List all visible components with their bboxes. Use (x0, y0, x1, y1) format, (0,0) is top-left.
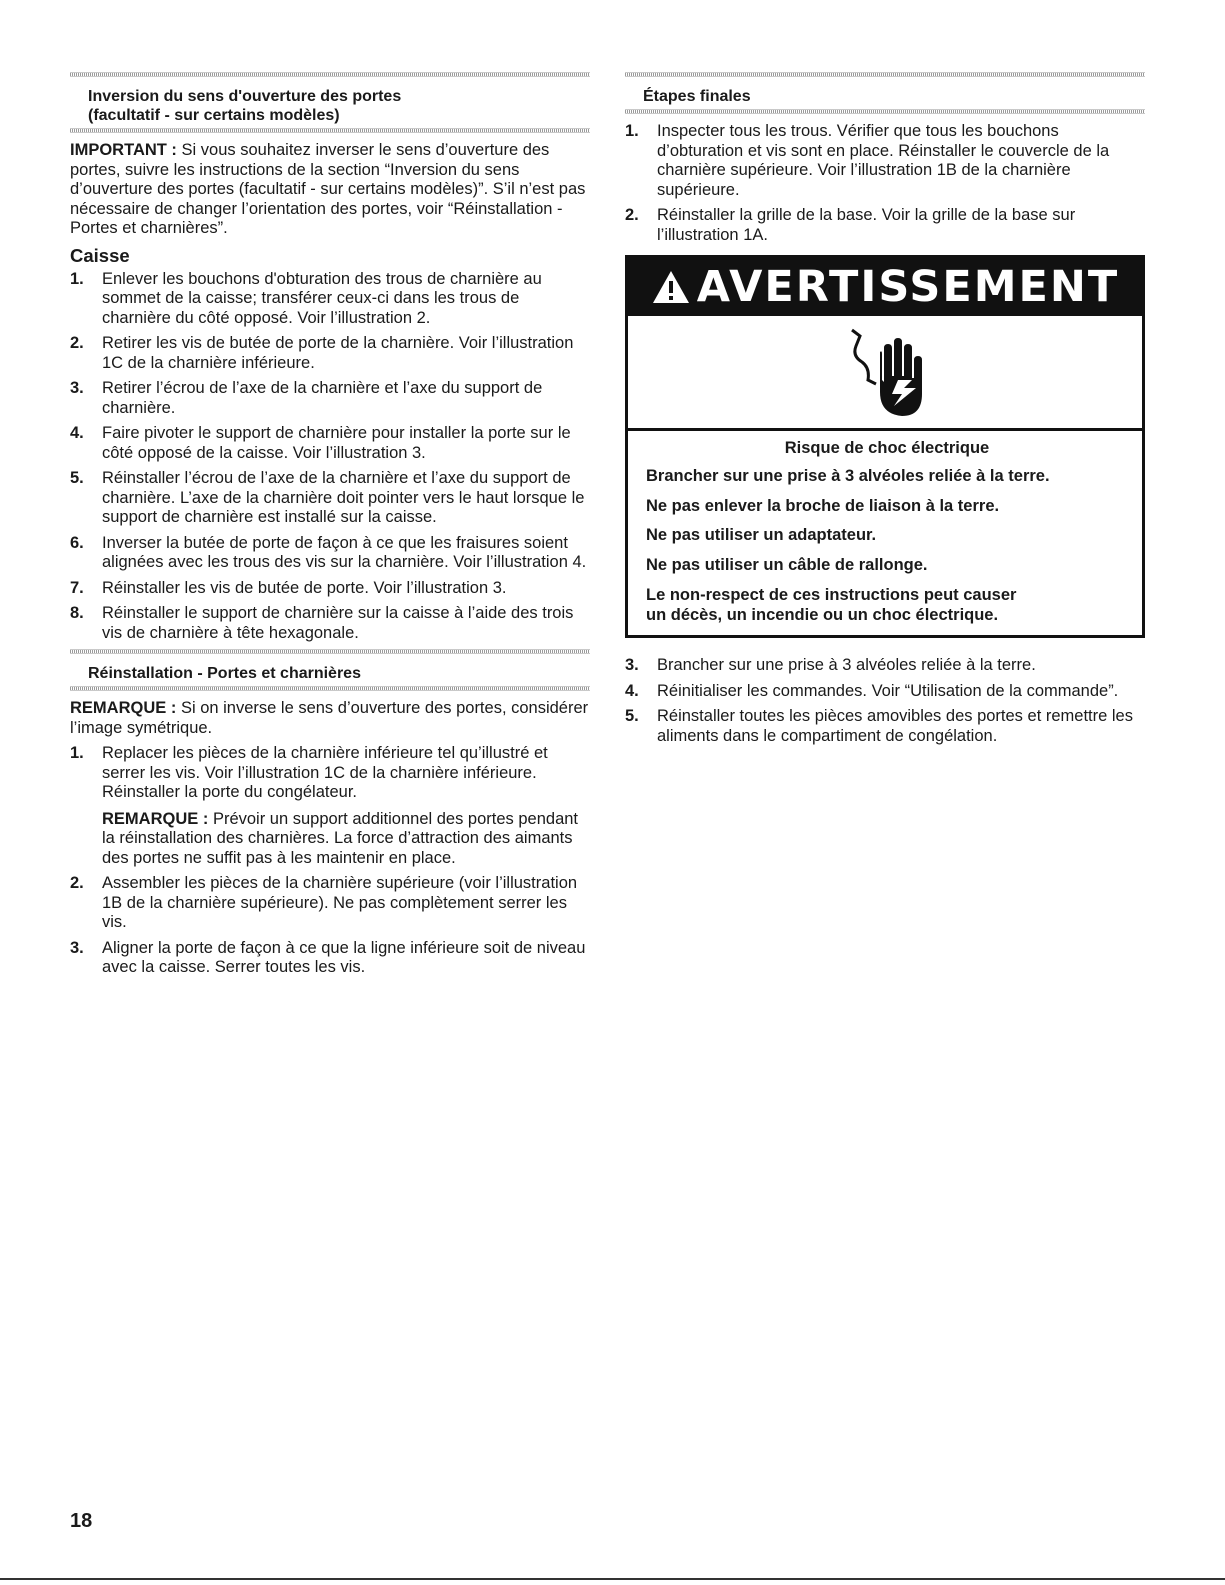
important-paragraph (70, 141, 590, 239)
important-text: Si vous souhaitez inverser le sens d’ouverture des portes, suivre les instructions de la section “Inversion du sens d’ouverture des portes (facultatif - sur certains modèles)”. S’il n’est pas nécessaire de changer l’orientation des portes, voir “Réinstallation - Portes et charnières”. (70, 141, 586, 237)
step-text: Faire pivoter le support de charnière pour installer la porte sur le côté opposé de la caisse. Voir l’illustration 3. (102, 424, 571, 462)
step-number: 1. (70, 269, 84, 288)
step-number: 3. (625, 656, 639, 674)
step-text: Réinitialiser les commandes. Voir “Utilisation de la commande”. (657, 681, 1119, 700)
step-text: Réinstaller l’écrou de l’axe de la charnière et l’axe du support de charnière. L’axe de la charnière doit pointer vers le haut lorsque le support de charnière est installé sur la caisse. (102, 469, 585, 526)
right-column (625, 72, 1145, 752)
section-title-line: Étapes finales (643, 88, 751, 105)
step-text: Réinstaller les vis de butée de porte. Voir l’illustration 3. (102, 578, 507, 597)
warning-text (628, 431, 1142, 635)
step-text: Assembler les pièces de la charnière supérieure (voir l’illustration 1B de la charnière supérieure). Ne pas complètement serrer les vis. (102, 874, 578, 931)
section-divider (625, 109, 1145, 114)
step-text: Réinstaller toutes les pièces amovibles des portes et remettre les aliments dans le compartiment de congélation. (657, 707, 1133, 745)
warning-consequence (646, 585, 1128, 625)
important-label: IMPORTANT : (70, 141, 177, 159)
warning-banner (628, 258, 1142, 316)
warning-box (625, 255, 1145, 638)
step-text: Retirer l’écrou de l’axe de la charnière et l’axe du support de charnière. (102, 379, 543, 417)
final-steps-list-continued (625, 656, 1145, 746)
step-text: Aligner la porte de façon à ce que la ligne inférieure soit de niveau avec la caisse. Serrer toutes les vis. (102, 938, 586, 976)
reinstallation-steps-list (70, 744, 590, 978)
section-title-line: Réinstallation - Portes et charnières (88, 665, 361, 682)
step-number: 4. (625, 681, 639, 700)
list-item (70, 939, 590, 978)
step-text: Replacer les pièces de la charnière inférieure tel qu’illustré et serrer les vis. Voir l’illustration 1C de la charnière inférieure. Réinstaller la porte du congélateur. (102, 744, 548, 801)
section-title-line: Inversion du sens d'ouverture des portes (88, 88, 402, 105)
warning-consequence-line: Le non-respect de ces instructions peut causer (646, 586, 1017, 604)
warning-consequence-line: un décès, un incendie ou un choc électrique. (646, 606, 999, 624)
list-item (625, 206, 1145, 245)
list-item (625, 707, 1145, 746)
warning-line: Ne pas utiliser un adaptateur. (646, 526, 877, 544)
list-item (70, 469, 590, 528)
step-number: 8. (70, 604, 84, 622)
list-item (70, 579, 590, 599)
step-number: 2. (625, 206, 639, 224)
left-column (70, 72, 590, 984)
step-number: 7. (70, 578, 84, 597)
final-steps-list (625, 122, 1145, 245)
step-number: 4. (70, 424, 84, 442)
bottom-rule (0, 1578, 1225, 1580)
list-item (70, 534, 590, 573)
step-text: Brancher sur une prise à 3 alvéoles reliée à la terre. (657, 656, 1036, 674)
note-text: Prévoir un support additionnel des portes pendant la réinstallation des charnières. La force d’attraction des aimants des portes ne suffit pas à les maintenir en place. (102, 809, 579, 867)
step-note (102, 810, 590, 869)
list-item (70, 334, 590, 373)
list-item (70, 604, 590, 643)
step-text: Retirer les vis de butée de porte de la charnière. Voir l’illustration 1C de la charnière inférieure. (102, 334, 574, 372)
note-label: REMARQUE : (102, 809, 209, 828)
section-divider (70, 686, 590, 691)
step-number: 1. (70, 744, 84, 762)
step-number: 5. (625, 707, 639, 725)
list-item (70, 270, 590, 329)
step-text: Inverser la butée de porte de façon à ce que les fraisures soient alignées avec les trous des vis sur la charnière. Voir l’illustration 4. (102, 533, 587, 571)
page-number: 18 (70, 1510, 93, 1532)
list-item (70, 744, 590, 868)
warning-title: Risque de choc électrique (784, 439, 990, 457)
list-item (625, 682, 1145, 702)
step-number: 5. (70, 469, 84, 487)
remarque-text: Si on inverse le sens d’ouverture des portes, considérer l’image symétrique. (70, 699, 589, 737)
list-item (70, 874, 590, 933)
step-text: Réinstaller le support de charnière sur la caisse à l’aide des trois vis de charnière à tête hexagonale. (102, 604, 574, 642)
step-number: 3. (70, 938, 84, 957)
step-number: 3. (70, 379, 84, 397)
remarque-paragraph (70, 699, 590, 738)
warning-line: Ne pas enlever la broche de liaison à la terre. (646, 496, 1000, 515)
caisse-heading: Caisse (70, 244, 130, 266)
section-title-etapes-finales (625, 77, 1145, 109)
caisse-steps-list (70, 270, 590, 644)
section-divider (70, 128, 590, 133)
remarque-label: REMARQUE : (70, 699, 177, 717)
list-item (625, 656, 1145, 676)
electric-shock-hand-icon (830, 322, 940, 422)
section-title-line: (facultatif - sur certains modèles) (88, 107, 340, 124)
list-item (70, 424, 590, 463)
step-number: 1. (625, 122, 639, 140)
step-text: Inspecter tous les trous. Vérifier que tous les bouchons d’obturation et vis sont en place. Réinstaller le couvercle de la charnière supérieure. Voir l’illustration 1B de la charnière supérieure. (657, 122, 1110, 199)
warning-pictogram (628, 316, 1142, 431)
warning-triangle-icon (651, 269, 691, 305)
step-number: 2. (70, 334, 84, 352)
warning-line: Brancher sur une prise à 3 alvéoles reliée à la terre. (646, 467, 1050, 485)
warning-banner-text: AVERTISSEMENT (696, 262, 1120, 312)
list-item (625, 122, 1145, 200)
warning-line: Ne pas utiliser un câble de rallonge. (646, 555, 928, 574)
step-text: Réinstaller la grille de la base. Voir la grille de la base sur l’illustration 1A. (657, 206, 1076, 244)
list-item (70, 379, 590, 418)
section-title-inversion (70, 77, 590, 128)
step-number: 6. (70, 533, 84, 552)
step-number: 2. (70, 874, 84, 892)
section-title-reinstallation (70, 654, 590, 686)
step-text: Enlever les bouchons d'obturation des trous de charnière au sommet de la caisse; transférer ceux-ci dans les trous de charnière du côté opposé. Voir l’illustration 2. (102, 269, 542, 327)
